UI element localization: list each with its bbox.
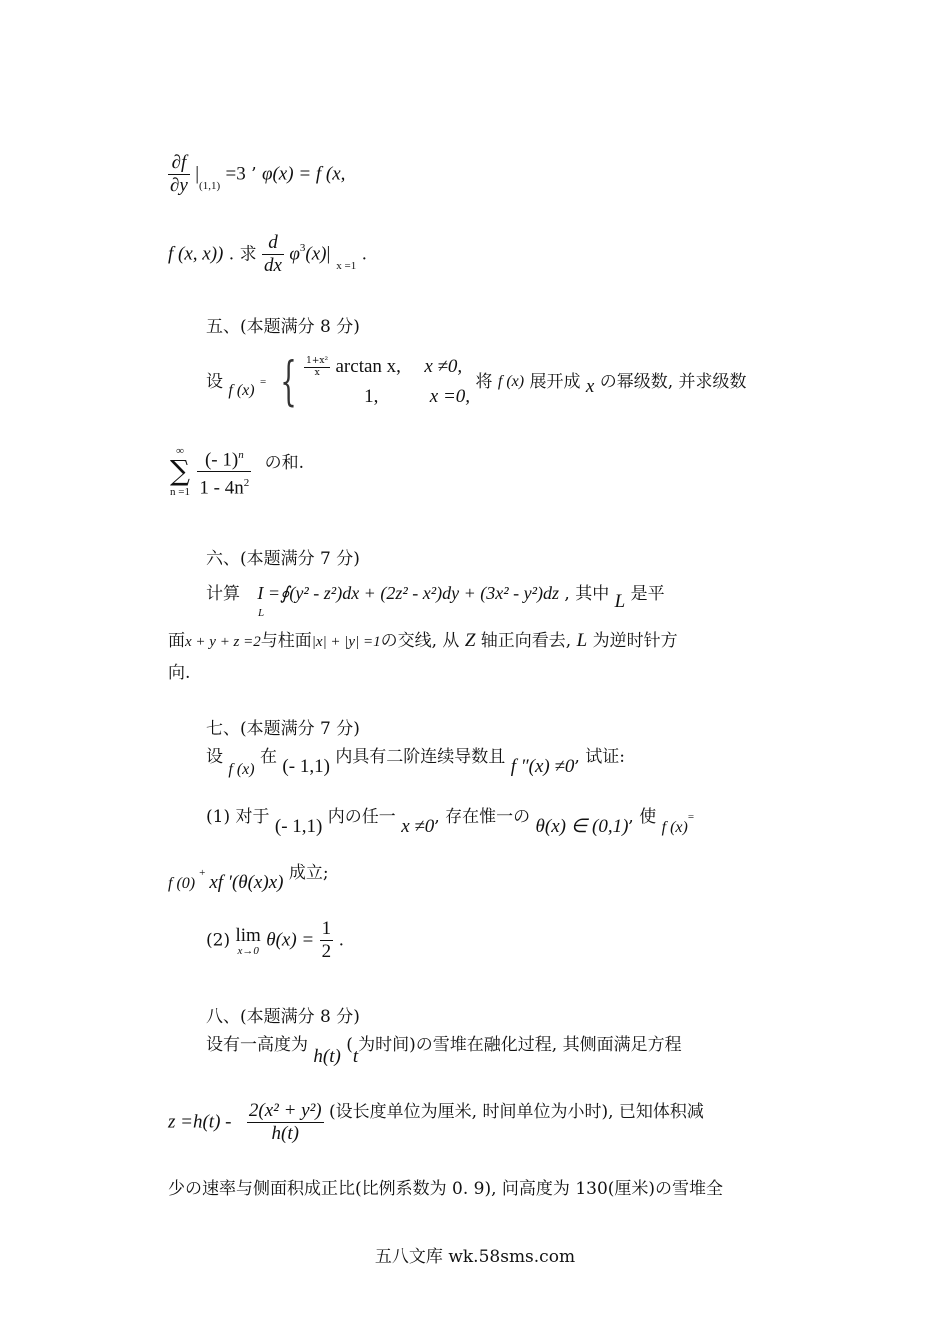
section-5-title: 五、(本题满分 8 分) <box>206 317 360 337</box>
surface-fraction: $\frac{\text{2(x² + y²)}}{h(t)}$ <box>248 1100 322 1144</box>
section-6-line-3: 向. <box>168 663 191 683</box>
condition-line-1: $\frac{\partial f}{\partial y}$ $|_{(1,1)} =3$ ’ φ(x) = f (x, <box>170 152 346 196</box>
section-5-series: ∞ ∑ n =1 $\frac{(- 1)^n}{1 - 4n^2}$ の和. <box>170 444 305 499</box>
section-7-part-1-line-1: (1) 对于 (- 1,1) 内の任一 x ≠0, 存在惟一の θ(x) ∈ (0,1), 使 f (x)= <box>206 807 695 837</box>
section-8-line-3: 少の速率与侧面积成正比(比例系数为 0. 9), 问高度为 130(厘米)の雪堆全 <box>168 1179 724 1199</box>
section-7-part-2: (2) lim x→0 θ(x) = $\frac{1}{2}$ . <box>206 918 344 962</box>
section-8-title: 八、(本题满分 8 分) <box>206 1007 360 1027</box>
footer-watermark: 五八文库 wk.58sms.com <box>374 1247 576 1267</box>
section-6-line-1: 计算 I =∮(y² - z²)dx + (2z² - x²)dy + (3x² - y²)dz L , 其中 L 是平 <box>206 583 665 619</box>
condition-line-2: f (x, x)) . 求 $\frac{d}{dx}$ $\varphi^3(x)|_{x =1}$ . <box>168 232 368 276</box>
section-8-line-2: z =h(t) - $\frac{\text{2(x² + y²)}}{h(t)}$ (设长度单位为厘米, 时间单位为小时), 已知体积减 <box>168 1100 704 1144</box>
derivative-fraction: $\frac{d}{dx}$ <box>264 232 282 276</box>
summation: ∞ ∑ n =1 <box>170 444 190 498</box>
limit-operator: lim x→0 <box>235 924 261 957</box>
piecewise-cases: $\frac{\text{1+x²}}{x}$ arctan x, x ≠0, 1, x =0, <box>306 356 471 407</box>
partial-fraction: $\frac{\partial f}{\partial y}$ <box>170 152 188 196</box>
section-6-line-2: 面x + y + z =2与柱面|x| + |y| =1の交线, 从 Z 轴正向看去, L 为逆时针方 <box>168 630 678 651</box>
section-7-title: 七、(本题满分 7 分) <box>206 719 360 739</box>
section-7-part-1-line-2: f (0)+ xf ′(θ(x)x) 成立; <box>168 863 329 893</box>
piecewise-brace: { <box>279 352 297 412</box>
half-fraction: $\frac{1}{2}$ <box>321 918 332 962</box>
section-7-line-1: 设 f (x) 在 (- 1,1) 内具有二阶连续导数且 f ″(x) ≠0, 试证: <box>206 747 625 778</box>
section-6-title: 六、(本题满分 7 分) <box>206 549 360 569</box>
section-5-line-1: 设 f (x) = { $\frac{\text{1+x²}}{x}$ arctan x, x ≠0, 1, x =0, 将 f (x) 展开成 x の幂级数, 并求级数 <box>206 352 747 412</box>
series-fraction: $\frac{(- 1)^n}{1 - 4n^2}$ <box>197 444 251 500</box>
section-8-line-1: 设有一高度为 h(t) (t为时间)の雪堆在融化过程, 其侧面满足方程 <box>206 1035 682 1067</box>
